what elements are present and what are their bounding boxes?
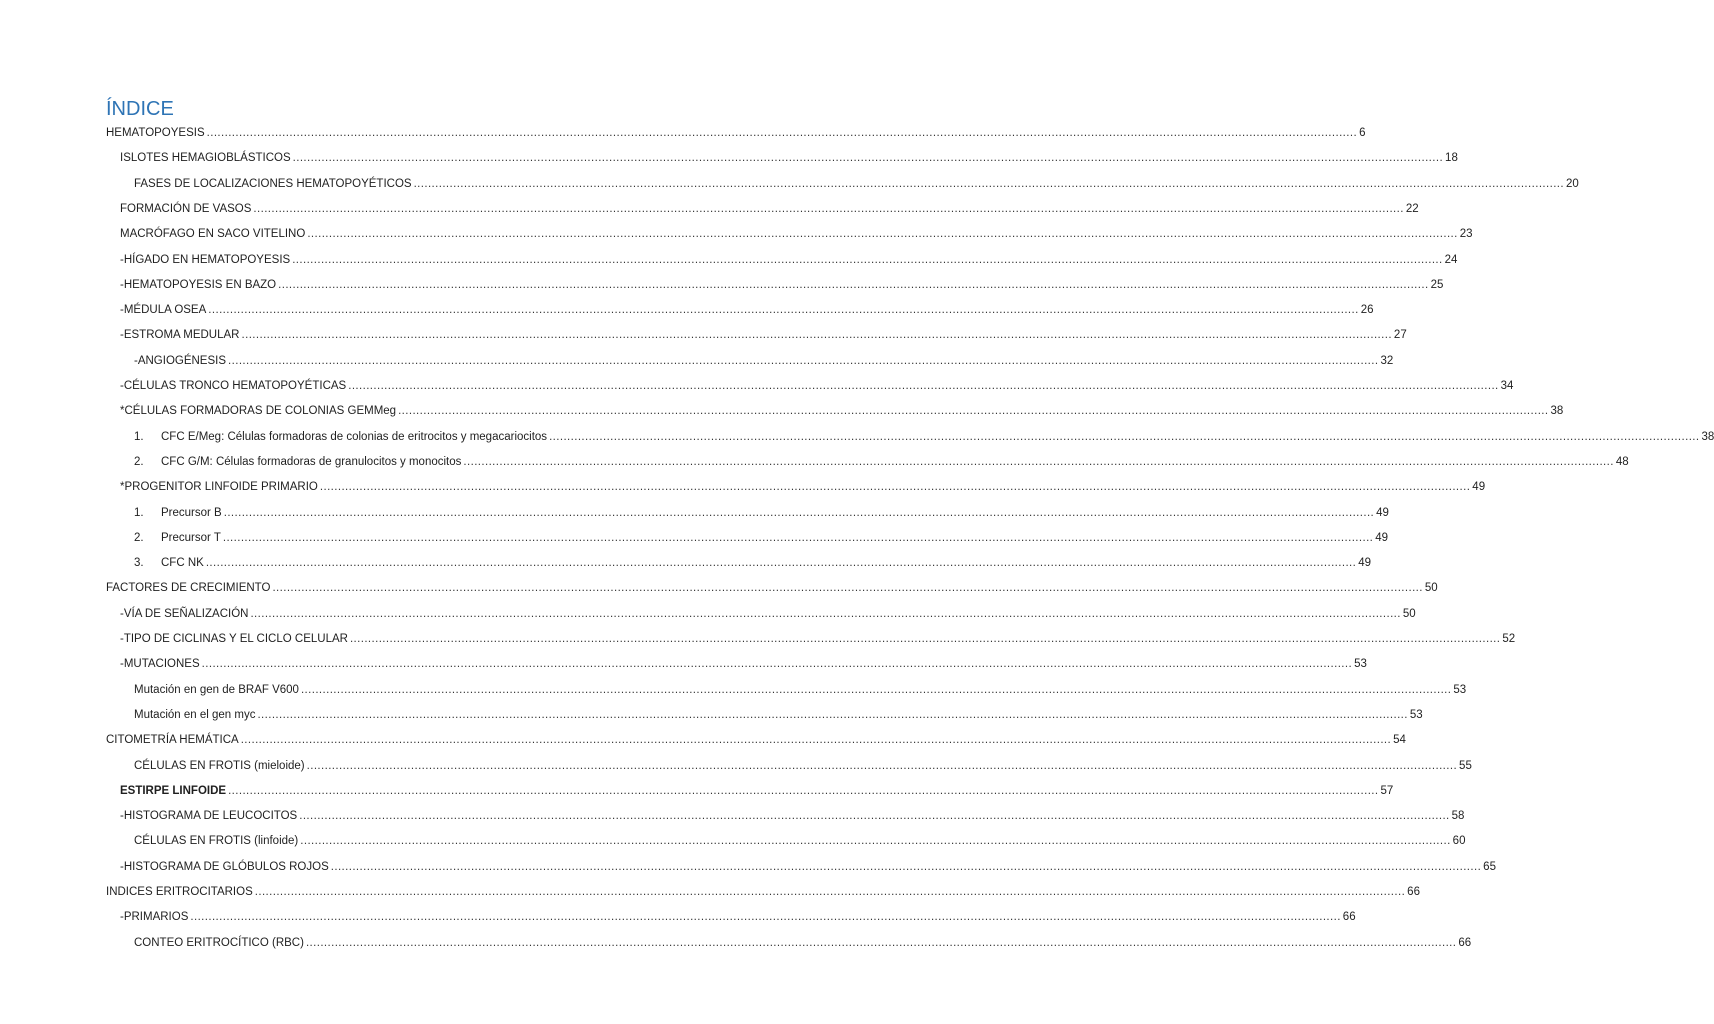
toc-dot-leader — [278, 274, 1428, 296]
toc-entry[interactable] — [134, 173, 1579, 195]
toc-entry-page-number: 53 — [1354, 658, 1367, 671]
toc-entry-number: 1. — [134, 430, 144, 443]
toc-entry-label: Precursor B — [161, 506, 222, 519]
toc-dot-leader — [202, 653, 1352, 675]
toc-dot-leader — [331, 856, 1481, 878]
toc-entry[interactable] — [106, 122, 1366, 144]
toc-entry[interactable] — [134, 679, 1467, 701]
toc-entry-label: Mutación en el gen myc — [134, 708, 256, 721]
toc-entry-page-number: 27 — [1393, 329, 1407, 342]
toc-entry-page-number: 6 — [1359, 127, 1366, 139]
toc-entry-page-number: 38 — [1701, 430, 1714, 443]
toc-entry-page-number: 34 — [1500, 380, 1514, 392]
toc-dot-leader — [348, 375, 1498, 397]
toc-entry-label: -PRIMARIOS — [120, 911, 189, 924]
toc-entry-page-number: 58 — [1451, 810, 1465, 823]
toc-entry-page-number: 66 — [1407, 886, 1420, 898]
toc-entry-page-number: 22 — [1405, 202, 1419, 215]
toc-entry-page-number: 53 — [1409, 708, 1423, 721]
toc-entry[interactable] — [106, 577, 1438, 599]
toc-entry[interactable] — [120, 906, 1356, 928]
toc-dot-leader — [306, 932, 1456, 954]
toc-dot-leader — [350, 628, 1500, 650]
toc-entry[interactable] — [134, 755, 1472, 777]
toc-entry-label: -TIPO DE CICLINAS Y EL CICLO CELULAR — [120, 633, 348, 645]
toc-entry-number: 2. — [134, 455, 144, 468]
toc-entry-label: CÉLULAS EN FROTIS (mieloide) — [134, 759, 305, 772]
toc-dot-leader — [307, 223, 1457, 245]
toc-entry-label: *CÉLULAS FORMADORAS DE COLONIAS GEMMeg — [120, 405, 397, 418]
toc-entry-label: FASES DE LOCALIZACIONES HEMATOPOYÉTICOS — [134, 177, 412, 190]
toc-dot-leader — [241, 729, 1391, 751]
toc-entry-label: -HISTOGRAMA DE GLÓBULOS ROJOS — [120, 860, 329, 873]
toc-dot-leader — [223, 527, 1373, 549]
toc-entry-page-number: 66 — [1458, 936, 1472, 949]
toc-dot-leader — [414, 173, 1564, 195]
toc-entry-page-number: 55 — [1459, 759, 1472, 772]
toc-entry-label: -HEMATOPOYESIS EN BAZO — [120, 278, 277, 291]
toc-entry[interactable] — [134, 426, 1714, 448]
toc-entry-page-number: 24 — [1444, 253, 1458, 266]
toc-title: ÍNDICE — [106, 98, 174, 120]
toc-entry[interactable] — [120, 476, 1486, 498]
toc-entry-page-number: 18 — [1445, 152, 1458, 165]
toc-dot-leader — [255, 881, 1405, 903]
toc-dot-leader — [463, 451, 1613, 473]
toc-dot-leader — [250, 603, 1400, 625]
toc-entry[interactable] — [120, 856, 1496, 878]
toc-entry-label: Mutación en gen de BRAF V600 — [134, 683, 299, 696]
toc-entry-label: CÉLULAS EN FROTIS (linfoide) — [134, 835, 299, 848]
toc-entry[interactable] — [120, 147, 1458, 169]
toc-entry-label: MACRÓFAGO EN SACO VITELINO — [120, 228, 306, 241]
toc-entry[interactable] — [106, 881, 1420, 903]
toc-dot-leader — [206, 552, 1356, 574]
toc-entry[interactable] — [106, 729, 1406, 751]
toc-dot-leader — [320, 476, 1470, 498]
toc-entry-label: -ANGIOGÉNESIS — [134, 354, 227, 367]
toc-entry-page-number: 32 — [1380, 354, 1394, 367]
toc-entry-label: FACTORES DE CRECIMIENTO — [106, 582, 271, 595]
toc-dot-leader — [292, 249, 1442, 271]
toc-entry-page-number: 57 — [1380, 784, 1394, 797]
toc-entry[interactable] — [134, 350, 1394, 372]
toc-entry-label: -MÉDULA OSEA — [120, 304, 207, 317]
toc-dot-leader — [224, 502, 1374, 524]
toc-entry-page-number: 20 — [1565, 177, 1579, 190]
toc-entry-page-number: 49 — [1472, 481, 1486, 494]
toc-entry-label: CFC NK — [161, 557, 204, 570]
toc-entry[interactable] — [120, 805, 1465, 827]
toc-entry-label: ESTIRPE LINFOIDE — [120, 784, 227, 797]
toc-entry[interactable] — [120, 299, 1374, 321]
toc-entry-page-number: 49 — [1376, 506, 1389, 519]
toc-entry-label: -HÍGADO EN HEMATOPOYESIS — [120, 253, 291, 266]
toc-dot-leader — [208, 299, 1358, 321]
toc-dot-leader — [307, 755, 1457, 777]
toc-entry-number: 1. — [134, 506, 144, 519]
toc-entry[interactable] — [134, 932, 1472, 954]
toc-entry-page-number: 23 — [1459, 228, 1473, 241]
toc-entry-label: CFC G/M: Células formadoras de granulocitos y monocitos — [161, 455, 462, 468]
toc-entry-label: -MUTACIONES — [120, 658, 200, 671]
toc-entry-page-number: 52 — [1502, 633, 1516, 645]
toc-entry-label: -HISTOGRAMA DE LEUCOCITOS — [120, 810, 298, 823]
toc-dot-leader — [253, 198, 1403, 220]
toc-dot-leader — [242, 324, 1392, 346]
toc-dot-leader — [228, 780, 1378, 802]
toc-entry[interactable] — [134, 451, 1629, 473]
toc-entry-label: CFC E/Meg: Células formadoras de colonias de eritrocitos y megacariocitos — [161, 430, 548, 443]
toc-entry-page-number: 26 — [1360, 304, 1374, 317]
toc-entry-label: INDICES ERITROCITARIOS — [106, 886, 253, 898]
toc-dot-leader — [190, 906, 1340, 928]
toc-entry-page-number: 50 — [1402, 607, 1416, 620]
toc-entry-label: -CÉLULAS TRONCO HEMATOPOYÉTICAS — [120, 380, 347, 392]
toc-entry[interactable] — [120, 400, 1564, 422]
toc-entry-label: HEMATOPOYESIS — [106, 127, 205, 139]
toc-dot-leader — [299, 805, 1449, 827]
toc-dot-leader — [549, 426, 1699, 448]
toc-entry[interactable] — [120, 603, 1416, 625]
toc-entry-page-number: 65 — [1483, 860, 1496, 873]
toc-entry-page-number: 25 — [1430, 278, 1444, 291]
toc-dot-leader — [228, 350, 1378, 372]
toc-entry[interactable] — [120, 249, 1458, 271]
toc-entry-label: *PROGENITOR LINFOIDE PRIMARIO — [120, 481, 318, 494]
toc-entry-label: Precursor T — [161, 531, 221, 544]
toc-entry[interactable] — [134, 704, 1423, 726]
toc-entry-page-number: 49 — [1375, 531, 1389, 544]
toc-entry[interactable] — [134, 830, 1466, 852]
toc-entry-page-number: 60 — [1452, 835, 1466, 848]
toc-entry-label: FORMACIÓN DE VASOS — [120, 202, 252, 215]
toc-entry-label: CITOMETRÍA HEMÁTICA — [106, 734, 239, 747]
toc-dot-leader — [257, 704, 1407, 726]
toc-entry-page-number: 66 — [1342, 911, 1356, 924]
toc-entry-number: 2. — [134, 531, 144, 544]
toc-entry-page-number: 48 — [1615, 455, 1629, 468]
toc-entry-label: CONTEO ERITROCÍTICO (RBC) — [134, 936, 304, 949]
toc-entry[interactable] — [120, 274, 1444, 296]
toc-dot-leader — [398, 400, 1548, 422]
toc-entry[interactable] — [134, 527, 1389, 549]
toc-entry[interactable] — [120, 375, 1514, 397]
toc-entry-label: -VÍA DE SEÑALIZACIÓN — [120, 607, 249, 620]
toc-entry[interactable] — [134, 552, 1372, 574]
toc-entry-page-number: 54 — [1393, 734, 1406, 747]
toc-dot-leader — [293, 147, 1443, 169]
toc-entry[interactable] — [120, 198, 1419, 220]
toc-dot-leader — [300, 830, 1450, 852]
toc-entry-page-number: 53 — [1453, 683, 1467, 696]
toc-entry-page-number: 38 — [1550, 405, 1564, 418]
toc-entry-label: -ESTROMA MEDULAR — [120, 329, 240, 342]
toc-entry[interactable] — [120, 223, 1473, 245]
toc-entry-page-number: 49 — [1358, 557, 1372, 570]
toc-entry-page-number: 50 — [1424, 582, 1438, 595]
toc-dot-leader — [301, 679, 1451, 701]
toc-entry[interactable] — [134, 502, 1389, 524]
toc-entry-label: ISLOTES HEMAGIOBLÁSTICOS — [120, 152, 291, 165]
toc-entry-number: 3. — [134, 557, 144, 570]
toc-entry[interactable] — [120, 324, 1407, 346]
toc-dot-leader — [207, 122, 1357, 144]
toc-dot-leader — [272, 577, 1422, 599]
toc-entry[interactable] — [120, 780, 1394, 802]
toc-entry[interactable] — [120, 653, 1367, 675]
toc-entry[interactable] — [120, 628, 1516, 650]
